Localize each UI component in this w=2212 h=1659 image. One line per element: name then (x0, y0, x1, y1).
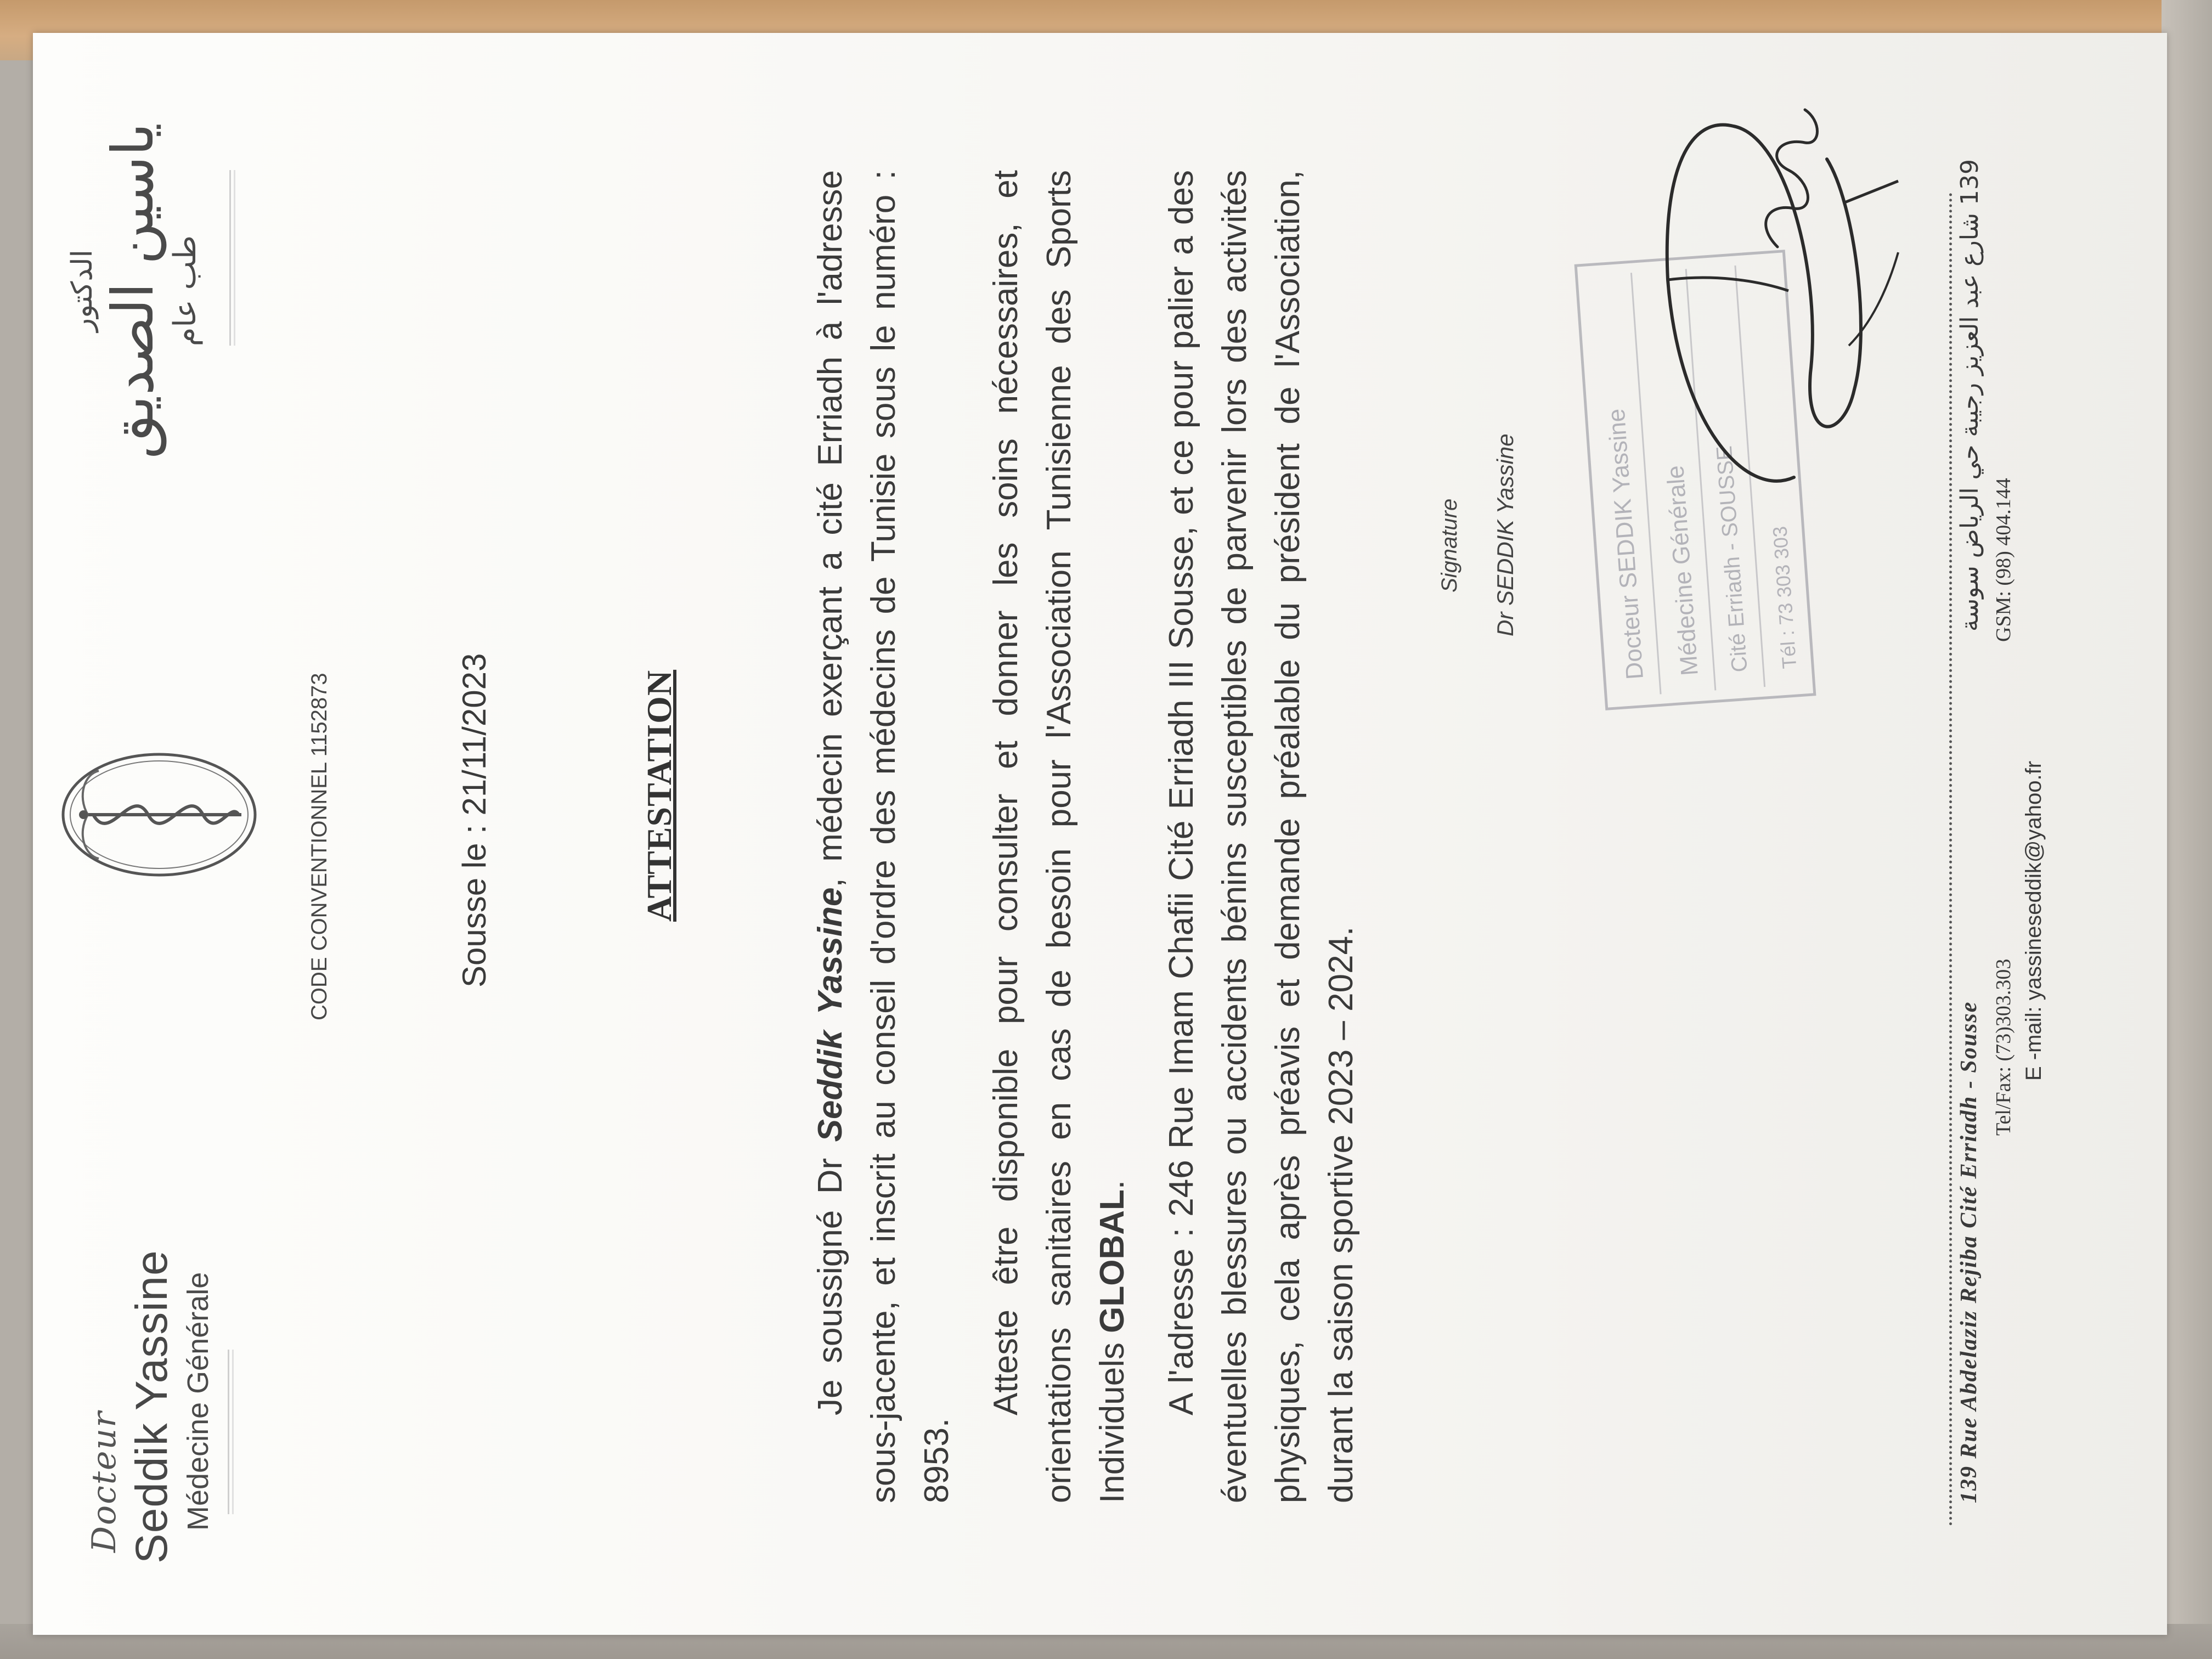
signature-label: Signature (1437, 498, 1462, 592)
paragraph-1-text-c: , médecin exerçant a cité Erriadh à l'adresse sous-jacente, et inscrit au conseil d'ordre des médecins de Tunisie sous le numéro : 8953. (811, 170, 956, 1503)
arabic-doctor-title: الدكتور (66, 250, 99, 332)
svg-text:Médecine Générale: Médecine Générale (1662, 464, 1703, 677)
svg-text:Cité Erriadh - SOUSSE: Cité Erriadh - SOUSSE (1712, 445, 1752, 673)
doctor-title-script: Docteur (85, 1410, 123, 1553)
date-line: Sousse le : 21/11/2023 (456, 653, 493, 988)
paragraph-2-text-c: . (1093, 1180, 1131, 1190)
conventional-code: CODE CONVENTIONNEL 1152873 (307, 673, 331, 1020)
paragraph-2-text-a: Atteste être disponible pour consulter et donner les soins nécessaires, et orientations sanitaires en cas de besoin pour l'Association Tunisienne des Sports Individuels (987, 170, 1131, 1503)
handwritten-signature-icon (1613, 49, 1920, 510)
arabic-specialty: طب عام (167, 235, 203, 347)
body-paragraph-2 (979, 170, 1139, 1503)
letterhead-rule-left (228, 1350, 229, 1514)
letterhead-rule-right (229, 170, 231, 346)
document-page (33, 33, 2167, 1635)
body-paragraph-3 (1155, 170, 1368, 1503)
footer-gsm: GSM: (98) 404.144 (1992, 478, 2015, 642)
svg-text:Tél : 73 303 303: Tél : 73 303 303 (1768, 525, 1801, 670)
paper-sheet (33, 33, 2167, 1635)
arabic-letterhead (66, 99, 203, 483)
footer-address: 139 Rue Abdelaziz Rejiba Cité Erriadh - Sousse (1956, 1001, 1982, 1503)
signatory-name: Dr SEDDIK Yassine (1492, 433, 1518, 636)
desk-surface-right (2162, 0, 2212, 1659)
footer-telfax: Tel/Fax: (73)303.303 (1992, 958, 2015, 1136)
document-title: ATTESTATION (640, 669, 679, 922)
paragraph-3-text: A l'adresse : 246 Rue Imam Chafii Cité Erriadh III Sousse, et ce pour palier a des éventuelles blessures ou accidents bénins susceptibles de parvenir lors des activités physiques, cela après préavis et demande préalable du président de l'Association, durant la saison sportive 2023 – 2024. (1163, 170, 1360, 1503)
paragraph-1-doctor-name: Seddik Yassine (811, 887, 849, 1142)
paragraph-2-association-name: GLOBAL (1093, 1189, 1131, 1333)
footer-email: E -mail: yassineseddik@yahoo.fr (2022, 760, 2046, 1081)
doctor-name: Seddik Yassine (127, 1250, 177, 1564)
body-paragraph-1 (804, 170, 963, 1503)
paragraph-1-text-a: Je soussigné Dr (811, 1142, 849, 1415)
caduceus-emblem-icon (55, 746, 263, 883)
arabic-doctor-name: ياسين الصديق (99, 122, 166, 459)
footer-arabic-address: 139 شارع عبد العزيز رجيبة حي الرياض سوسة (1956, 159, 1984, 632)
doctor-specialty: Médecine Générale (182, 1272, 215, 1531)
svg-text:Docteur SEDDIK Yassine: Docteur SEDDIK Yassine (1602, 408, 1649, 681)
footer-rule (1949, 192, 1952, 1525)
